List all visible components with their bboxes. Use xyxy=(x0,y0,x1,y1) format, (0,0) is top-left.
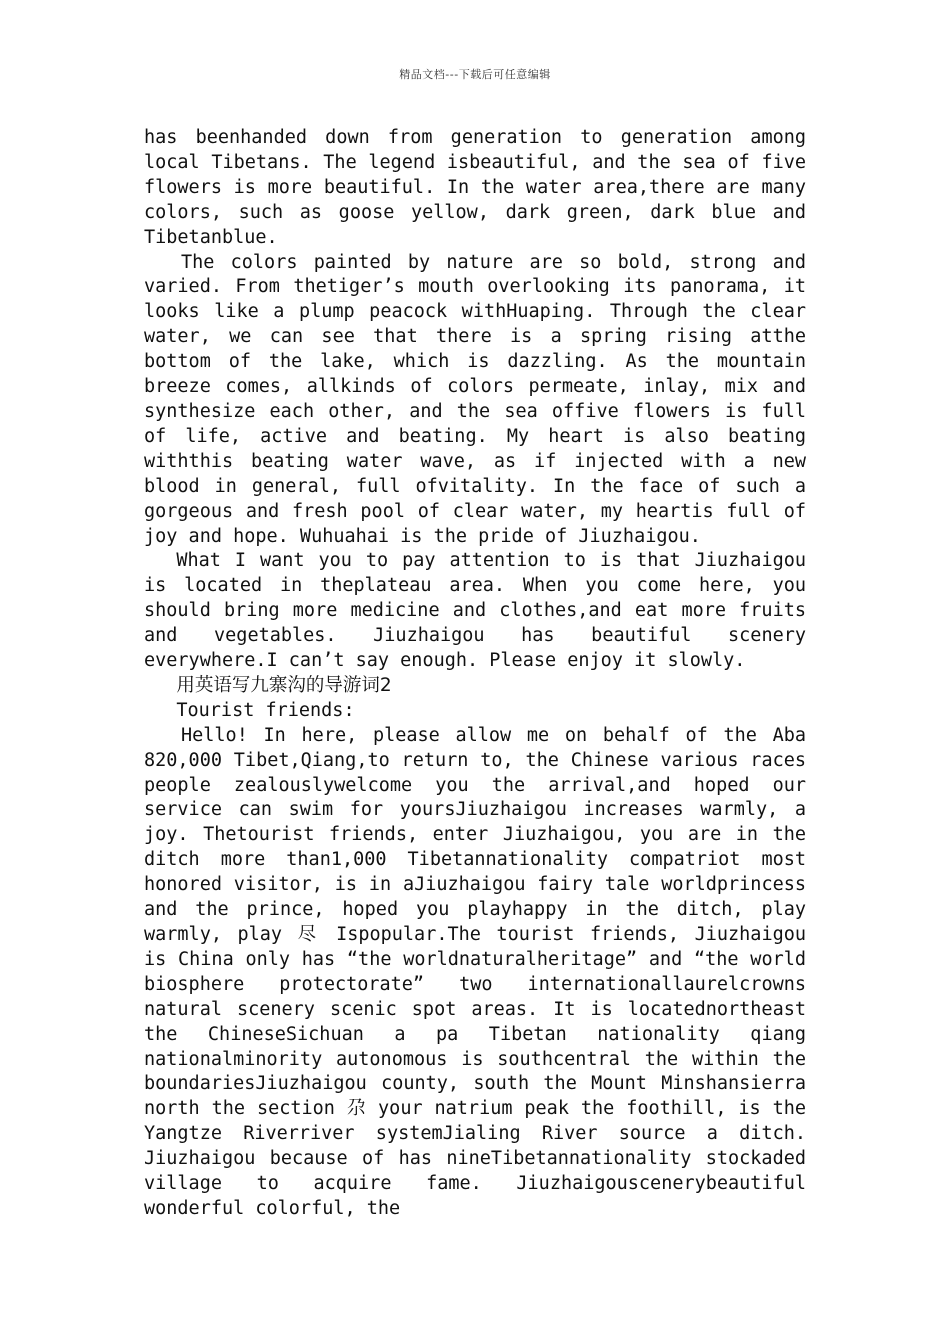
salutation: Tourist friends: xyxy=(176,699,355,721)
page-header: 精品文档---下载后可任意编辑 xyxy=(399,68,551,81)
section-heading: 用英语写九寨沟的导游词2 xyxy=(176,674,392,696)
document-body xyxy=(144,126,806,1222)
paragraph-legend: has beenhanded down from generation to generation among local Tibetans. The legend isbeautiful, and the sea of five flowers is more beautiful. In the water area,there are many colors, such as goose yellow, dark green, dark blue and Tibetanblue. xyxy=(144,127,806,248)
paragraph-colors: The colors painted by nature are so bold, strong and varied. From thetiger’s mouth overlooking its panorama, it looks like a plump peacock withHuaping. Through the clear water, we can see that there is a spring rising atthe bottom of the lake, which is dazzling. As the mountain breeze comes, allkinds of colors permeate, inlay, mix and synthesize each other, and the sea offive flowers is full of life, active and beating. My heart is also beating withthis beating water wave, as if injected with a new blood in general, full ofvitality. In the face of such a gorgeous and fresh pool of clear water, my heartis full of joy and hope. Wuhuahai is the pride of Jiuzhaigou. xyxy=(144,251,806,547)
paragraph-welcome: Hello! In here, please allow me on behalf of the Aba 820,000 Tibet,Qiang,to return to, the Chinese various races people zealouslywelcome you the arrival,and hoped our service can swim for yoursJiuzhaigou increases warmly, a joy. Thetourist friends, enter Jiuzhaigou, you are in the ditch more than1,000 Tibetannationality compatriot most honored visitor, is in aJiuzhaigou fairy tale worldprincess and the prince, hoped you playhappy in the ditch, play warmly, play 尽 Ispopular.The tourist friends, Jiuzhaigou is China only has “the worldnaturalheritage” and “the world biosphere protectorate” two internationallaurelcrowns natural scenery scenic spot areas. It is locatednortheast the ChineseSichuan a pa Tibetan nationality qiang nationalminority autonomous is southcentral the within the boundariesJiuzhaigou county, south the Mount Minshansierra north the section 尕 your natrium peak the foothill, is the Yangtze Riverriver systemJialing River source a ditch. Jiuzhaigou because of has nineTibetannationality stockaded village to acquire fame. Jiuzhaigouscenerybeautiful wonderful colorful, the xyxy=(144,724,806,1219)
paragraph-attention: What I want you to pay attention to is that Jiuzhaigou is located in theplateau area. When you come here, you should bring more medicine and clothes,and eat more fruits and vegetables. Jiuzhaigou has beautiful scenery everywhere.I can’t say enough. Please enjoy it slowly. xyxy=(144,550,806,672)
